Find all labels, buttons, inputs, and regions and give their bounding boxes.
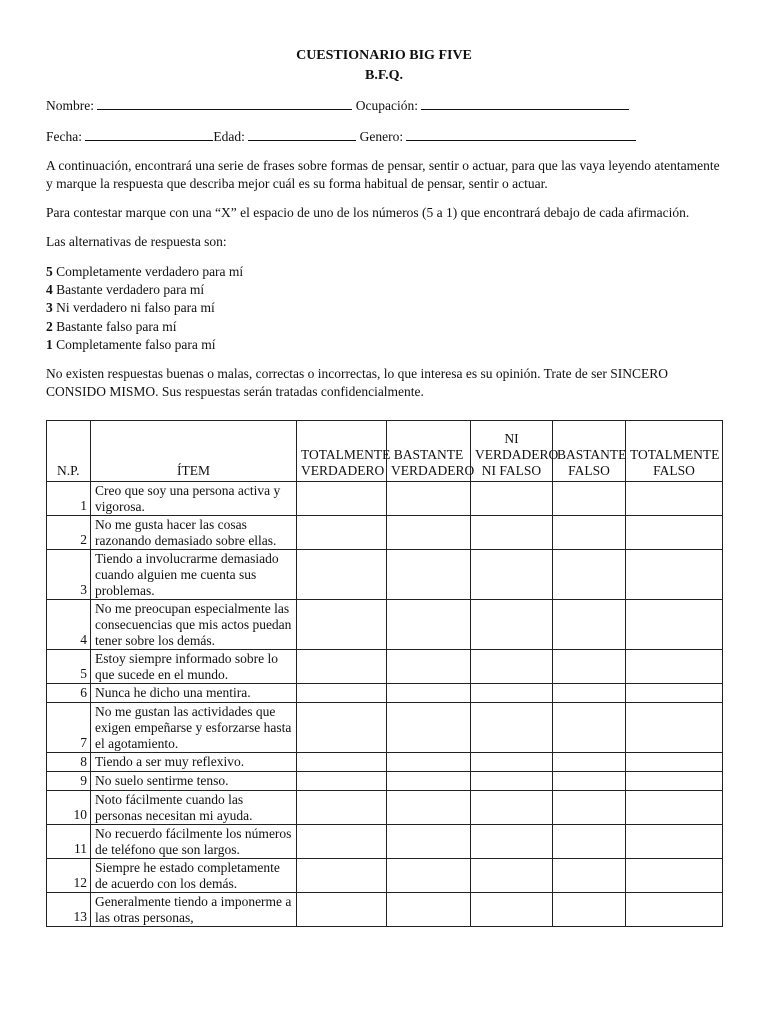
instructions-paragraph-4: No existen respuestas buenas o malas, correctas o incorrectas, lo que interesa es su opinión. Trate de ser SINCERO CONSIDO MISMO. Sus respuestas serán tratadas confidencialmente. — [46, 366, 668, 400]
answer-cell-totally-false[interactable] — [626, 703, 723, 753]
instructions-paragraph-3: Las alternativas de respuesta son: — [46, 234, 227, 249]
row-number: 10 — [47, 791, 91, 825]
header-totally-false: TOTALMENTE FALSO — [626, 421, 723, 482]
answer-cell-neither[interactable] — [471, 753, 553, 772]
row-item-text: No me gusta hacer las cosas razonando demasiado sobre ellas. — [91, 516, 297, 550]
answer-cell-quite-false[interactable] — [553, 703, 626, 753]
header-np: N.P. — [47, 421, 91, 482]
name-label: Nombre: — [46, 98, 94, 113]
answer-cell-totally-true[interactable] — [297, 703, 387, 753]
answer-cell-quite-false[interactable] — [553, 791, 626, 825]
answer-cell-totally-true[interactable] — [297, 482, 387, 516]
document-title: CUESTIONARIO BIG FIVE — [296, 48, 472, 63]
response-option: 5 Completamente verdadero para mí — [46, 264, 244, 279]
answer-cell-quite-false[interactable] — [553, 650, 626, 684]
answer-cell-totally-false[interactable] — [626, 772, 723, 791]
header-totally-true: TOTALMENTE VERDADERO — [297, 421, 387, 482]
occupation-label: Ocupación: — [355, 98, 418, 113]
answer-cell-neither[interactable] — [471, 859, 553, 893]
answer-cell-neither[interactable] — [471, 825, 553, 859]
row-number: 9 — [47, 772, 91, 791]
answer-cell-quite-false[interactable] — [553, 684, 626, 703]
answer-cell-quite-true[interactable] — [387, 772, 471, 791]
answer-cell-neither[interactable] — [471, 550, 553, 600]
row-number: 11 — [47, 825, 91, 859]
answer-cell-totally-true[interactable] — [297, 859, 387, 893]
row-item-text: Tiendo a ser muy reflexivo. — [91, 753, 297, 772]
occupation-field[interactable] — [421, 96, 629, 110]
table-row — [47, 600, 723, 650]
date-age-gender-line — [46, 127, 722, 146]
answer-cell-quite-true[interactable] — [387, 516, 471, 550]
answer-cell-totally-false[interactable] — [626, 482, 723, 516]
row-item-text: Generalmente tiendo a imponerme a las otras personas, — [91, 893, 297, 927]
answer-cell-quite-true[interactable] — [387, 482, 471, 516]
answer-cell-neither[interactable] — [471, 893, 553, 927]
table-row — [47, 550, 723, 600]
answer-cell-quite-true[interactable] — [387, 600, 471, 650]
answer-cell-quite-false[interactable] — [553, 516, 626, 550]
row-item-text: Siempre he estado completamente de acuerdo con los demás. — [91, 859, 297, 893]
table-row — [47, 703, 723, 753]
answer-cell-totally-true[interactable] — [297, 600, 387, 650]
table-row — [47, 772, 723, 791]
response-option: 2 Bastante falso para mí — [46, 318, 177, 334]
answer-cell-neither[interactable] — [471, 600, 553, 650]
answer-cell-totally-false[interactable] — [626, 791, 723, 825]
answer-cell-quite-false[interactable] — [553, 893, 626, 927]
table-header-row — [47, 421, 723, 482]
header-neither: NI VERDADERO NI FALSO — [471, 421, 553, 482]
answer-cell-totally-true[interactable] — [297, 893, 387, 927]
table-body — [47, 482, 723, 927]
answer-cell-quite-true[interactable] — [387, 791, 471, 825]
answer-cell-totally-true[interactable] — [297, 516, 387, 550]
answer-cell-totally-false[interactable] — [626, 753, 723, 772]
answer-cell-quite-true[interactable] — [387, 550, 471, 600]
answer-cell-totally-true[interactable] — [297, 550, 387, 600]
document-subtitle: B.F.Q. — [365, 68, 403, 83]
instructions-paragraph-2: Para contestar marque con una “X” el espacio de uno de los números (5 a 1) que encontrará debajo de cada afirmación. — [46, 205, 690, 220]
row-item-text: Estoy siempre informado sobre lo que sucede en el mundo. — [91, 650, 297, 684]
answer-cell-totally-false[interactable] — [626, 684, 723, 703]
answer-cell-quite-true[interactable] — [387, 684, 471, 703]
answer-cell-totally-true[interactable] — [297, 825, 387, 859]
header-item: ÍTEM — [91, 421, 297, 482]
table-row — [47, 650, 723, 684]
answer-cell-totally-false[interactable] — [626, 600, 723, 650]
answer-cell-totally-true[interactable] — [297, 791, 387, 825]
answer-cell-neither[interactable] — [471, 650, 553, 684]
answer-cell-quite-false[interactable] — [553, 859, 626, 893]
row-number: 7 — [47, 703, 91, 753]
table-row — [47, 516, 723, 550]
answer-cell-neither[interactable] — [471, 482, 553, 516]
row-number: 6 — [47, 684, 91, 703]
response-option: 4 Bastante verdadero para mí — [46, 282, 205, 298]
row-item-text: No me preocupan especialmente las consecuencias que mis actos puedan tener sobre los demás. — [91, 600, 297, 650]
table-row — [47, 753, 723, 772]
answer-cell-totally-true[interactable] — [297, 753, 387, 772]
response-option: 1 Completamente falso para mí — [46, 336, 216, 352]
row-item-text: Tiendo a involucrarme demasiado cuando alguien me cuenta sus problemas. — [91, 550, 297, 600]
table-row — [47, 684, 723, 703]
row-item-text: No suelo sentirme tenso. — [91, 772, 297, 791]
row-number: 12 — [47, 859, 91, 893]
row-item-text: Creo que soy una persona activa y vigorosa. — [91, 482, 297, 516]
row-item-text: No me gustan las actividades que exigen empeñarse y esforzarse hasta el agotamiento. — [91, 703, 297, 753]
table-row — [47, 791, 723, 825]
table-row — [47, 482, 723, 516]
row-number: 1 — [47, 482, 91, 516]
row-number: 2 — [47, 516, 91, 550]
row-item-text: Nunca he dicho una mentira. — [91, 684, 297, 703]
response-options-list — [46, 263, 722, 354]
name-field[interactable] — [97, 96, 352, 110]
table-row — [47, 825, 723, 859]
row-number: 8 — [47, 753, 91, 772]
table-row — [47, 893, 723, 927]
answer-cell-neither[interactable] — [471, 772, 553, 791]
answer-cell-quite-false[interactable] — [553, 772, 626, 791]
answer-cell-quite-true[interactable] — [387, 859, 471, 893]
row-item-text: Noto fácilmente cuando las personas necesitan mi ayuda. — [91, 791, 297, 825]
row-item-text: No recuerdo fácilmente los números de teléfono que son largos. — [91, 825, 297, 859]
answer-cell-quite-false[interactable] — [553, 550, 626, 600]
row-number: 4 — [47, 600, 91, 650]
answer-cell-totally-false[interactable] — [626, 825, 723, 859]
answer-cell-totally-false[interactable] — [626, 859, 723, 893]
instructions-paragraph-1: A continuación, encontrará una serie de frases sobre formas de pensar, sentir o actuar, para que las vaya leyendo atentamente y marque la respuesta que describa mejor cuál es su forma habitual de pensar, sentir o actuar. — [46, 158, 720, 191]
answer-cell-quite-true[interactable] — [387, 825, 471, 859]
answer-cell-quite-true[interactable] — [387, 703, 471, 753]
answer-cell-quite-false[interactable] — [553, 825, 626, 859]
answer-cell-totally-true[interactable] — [297, 684, 387, 703]
answer-cell-neither[interactable] — [471, 684, 553, 703]
row-number: 5 — [47, 650, 91, 684]
name-occupation-line — [46, 96, 722, 115]
answer-cell-totally-false[interactable] — [626, 893, 723, 927]
header-quite-false: BASTANTE FALSO — [553, 421, 626, 482]
answer-cell-totally-true[interactable] — [297, 650, 387, 684]
gender-field[interactable] — [406, 127, 636, 141]
table-row — [47, 859, 723, 893]
response-option: 3 Ni verdadero ni falso para mí — [46, 300, 215, 316]
answer-cell-totally-true[interactable] — [297, 772, 387, 791]
answer-cell-neither[interactable] — [471, 516, 553, 550]
answer-cell-quite-true[interactable] — [387, 753, 471, 772]
answer-cell-quite-true[interactable] — [387, 893, 471, 927]
questionnaire-page — [46, 46, 722, 401]
questionnaire-table — [46, 420, 723, 927]
answer-cell-neither[interactable] — [471, 703, 553, 753]
answer-cell-quite-false[interactable] — [553, 482, 626, 516]
gender-label: Genero: — [359, 129, 404, 144]
answer-cell-quite-true[interactable] — [387, 650, 471, 684]
age-field[interactable] — [248, 127, 356, 141]
answer-cell-quite-false[interactable] — [553, 753, 626, 772]
answer-cell-totally-false[interactable] — [626, 550, 723, 600]
date-field[interactable] — [85, 127, 213, 141]
date-label: Fecha: — [46, 129, 82, 144]
answer-cell-quite-false[interactable] — [553, 600, 626, 650]
header-quite-true: BASTANTE VERDADERO — [387, 421, 471, 482]
row-number: 13 — [47, 893, 91, 927]
row-number: 3 — [47, 550, 91, 600]
answer-cell-totally-false[interactable] — [626, 516, 723, 550]
answer-cell-totally-false[interactable] — [626, 650, 723, 684]
answer-cell-neither[interactable] — [471, 791, 553, 825]
age-label: Edad: — [213, 129, 245, 144]
